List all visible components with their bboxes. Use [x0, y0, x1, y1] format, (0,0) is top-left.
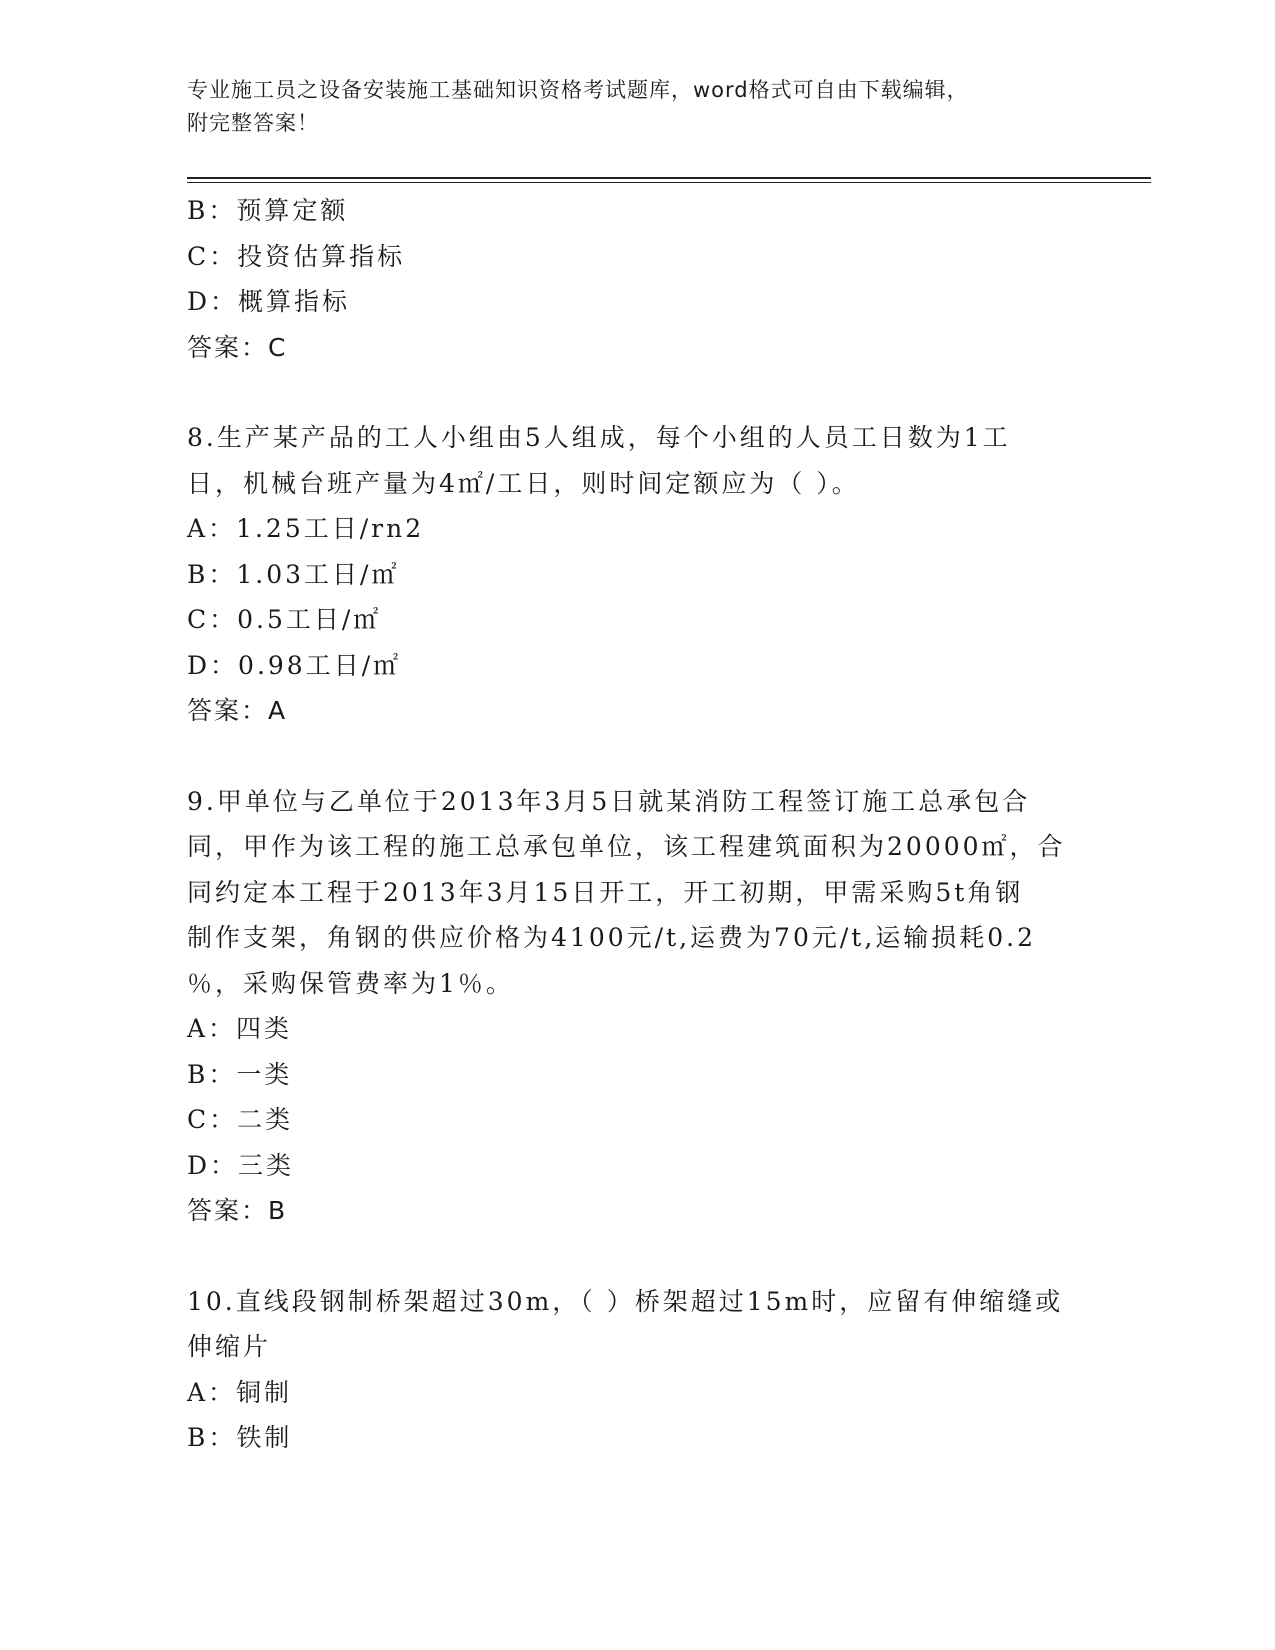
- option-b: B：铁制: [187, 1423, 293, 1452]
- header-title-line: 附完整答案！: [187, 111, 319, 135]
- header-divider: [187, 182, 1151, 183]
- option-b: B：1.03工日/㎡: [187, 559, 400, 589]
- document-header: [187, 74, 1067, 140]
- option-d: D：0.98工日/㎡: [187, 650, 402, 680]
- question-spacer: [187, 370, 1087, 415]
- question-stem-line: 伸缩片: [187, 1332, 272, 1361]
- option-b: B：一类: [187, 1059, 293, 1089]
- question-stem-line: 9.甲单位与乙单位于2013年3月5日就某消防工程签订施工总承包合: [187, 786, 1031, 816]
- answer: 答案：B: [187, 1196, 288, 1225]
- question-stem-line: 同约定本工程于2013年3月15日开工，开工初期，甲需采购5t角钢: [187, 877, 1024, 907]
- option-c: C：0.5工日/㎡: [187, 605, 382, 634]
- question-stem-line: 10.直线段钢制桥架超过30m，（ ）桥架超过15m时，应留有伸缩缝或: [187, 1286, 1064, 1316]
- option-d: D：三类: [187, 1150, 295, 1180]
- question-7: [187, 188, 1087, 370]
- question-stem-line: 制作支架，角钢的供应价格为4100元/t,运费为70元/t,运输损耗0.2: [187, 923, 1037, 952]
- option-d: D：概算指标: [187, 287, 351, 316]
- question-stem-line: 同，甲作为该工程的施工总承包单位，该工程建筑面积为20000㎡，合: [187, 832, 1066, 861]
- option-c: C：投资估算指标: [187, 241, 406, 271]
- question-9: [187, 779, 1087, 1234]
- option-a: A：1.25工日/rn2: [187, 514, 425, 543]
- header-title-line: 专业施工员之设备安装施工基础知识资格考试题库，word格式可自由下载编辑，: [187, 78, 969, 102]
- header-divider: [187, 177, 1151, 179]
- option-a: A：铜制: [187, 1377, 293, 1407]
- option-a: A：四类: [187, 1014, 293, 1043]
- answer: 答案：A: [187, 696, 288, 725]
- answer: 答案：C: [187, 332, 288, 362]
- option-c: C：二类: [187, 1105, 294, 1134]
- question-stem-line: 8.生产某产品的工人小组由5人组成，每个小组的人员工日数为1工: [187, 423, 1011, 452]
- question-stem-line: ％，采购保管费率为1％。: [187, 968, 514, 998]
- question-list: [187, 188, 1087, 1461]
- question-10: [187, 1279, 1087, 1461]
- question-spacer: [187, 734, 1087, 779]
- question-spacer: [187, 1234, 1087, 1279]
- question-stem-line: 日，机械台班产量为4㎡/工日，则时间定额应为（ ）。: [187, 468, 860, 498]
- question-8: [187, 415, 1087, 734]
- option-b: B：预算定额: [187, 196, 349, 225]
